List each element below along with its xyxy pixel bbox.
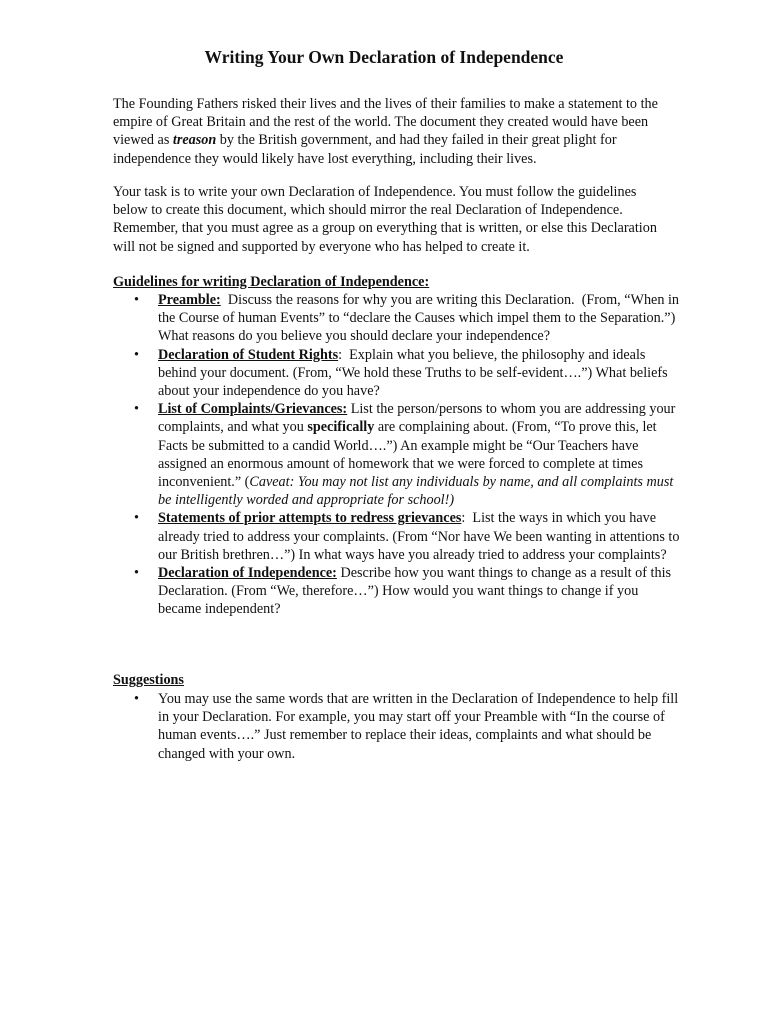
guideline-term: Preamble:: [158, 292, 221, 308]
suggestion-item: [113, 690, 683, 763]
task-paragraph: Your task is to write your own Declaration of Independence. You must follow the guidelines below to create this document, which should mirror the real Declaration of Independence. Remember, that you must agree as a group on everything that is written, or else this Declaration will not be signed and supported by everyone who has helped to create it.: [113, 184, 657, 255]
guideline-text: Discuss the reasons for why you are writing this Declaration. (From, “When in the Course of human Events” to “declare the Causes which impel them to the Separation.”) What reasons do you believe you should declare your independence?: [158, 292, 683, 345]
intro-paragraph: [113, 95, 673, 168]
suggestion-text: You may use the same words that are written in the Declaration of Independence to help fill in your Declaration. For example, you may start off your Preamble with “In the course of human events….” Just remember to replace their ideas, complaints and what should be changed with your own.: [158, 691, 679, 762]
guidelines-list: [113, 291, 683, 619]
guideline-bold: specifically: [307, 419, 375, 436]
bullet-icon: •: [134, 401, 139, 418]
page-title: Writing Your Own Declaration of Independence: [204, 47, 564, 67]
intro-emphasis: treason: [172, 132, 217, 149]
guideline-text: List the person/persons to whom you are addressing your complaints, and what you: [158, 401, 679, 436]
guideline-text: : List the ways in which you have already tried to address your complaints. (From “Nor have We been wanting in attentions to our British brethren…”) In what ways have you already tried to address your complaints?: [158, 510, 683, 563]
suggestions-heading: Suggestions: [113, 672, 184, 688]
bullet-icon: •: [134, 691, 139, 707]
guideline-text-after: are complaining about. (From, “To prove this, let Facts be submitted to a candid World….”) An example might be “Our Teachers have assigned an enormous amount of homework that we were forced to complete at times inconvenient.” (: [158, 419, 657, 491]
guideline-term: Statements of prior attempts to redress grievances: [158, 510, 462, 527]
guideline-text: : Explain what you believe, the philosophy and ideals behind your document. (From, “We hold these Truths to be self-evident….”) What beliefs about your independence do you have?: [158, 346, 672, 400]
guideline-item-complaints: [113, 400, 683, 509]
guideline-item-student-rights: [113, 346, 683, 401]
bullet-icon: •: [134, 292, 139, 308]
guideline-term: Declaration of Student Rights: [158, 346, 339, 363]
intro-text-before: The Founding Fathers risked their lives and the lives of their families to make a statement to the empire of Great Britain and the rest of the world. The document they created would have been viewed as: [113, 96, 658, 149]
intro-text-after: by the British government, and had they failed in their great plight for independence they would likely have lost everything, including their lives.: [113, 132, 617, 167]
guideline-term: List of Complaints/Grievances:: [158, 401, 348, 418]
bullet-icon: •: [134, 510, 139, 527]
guideline-text: Describe how you want things to change as a result of this Declaration. (From “We, therefore…”) How would you want things to change if you became independent?: [158, 565, 675, 618]
suggestions-list: [113, 690, 683, 763]
guideline-item-preamble: [113, 291, 683, 346]
guideline-caveat: Caveat: You may not list any individuals by name, and all complaints must be intelligently worded and appropriate for school!): [158, 474, 674, 509]
guidelines-heading: Guidelines for writing Declaration of Independence:: [113, 274, 430, 290]
bullet-icon: •: [134, 346, 139, 363]
guideline-term: Declaration of Independence:: [158, 565, 337, 582]
guideline-item-declaration: [113, 564, 683, 619]
bullet-icon: •: [134, 565, 139, 582]
guideline-item-prior-attempts: [113, 509, 683, 564]
